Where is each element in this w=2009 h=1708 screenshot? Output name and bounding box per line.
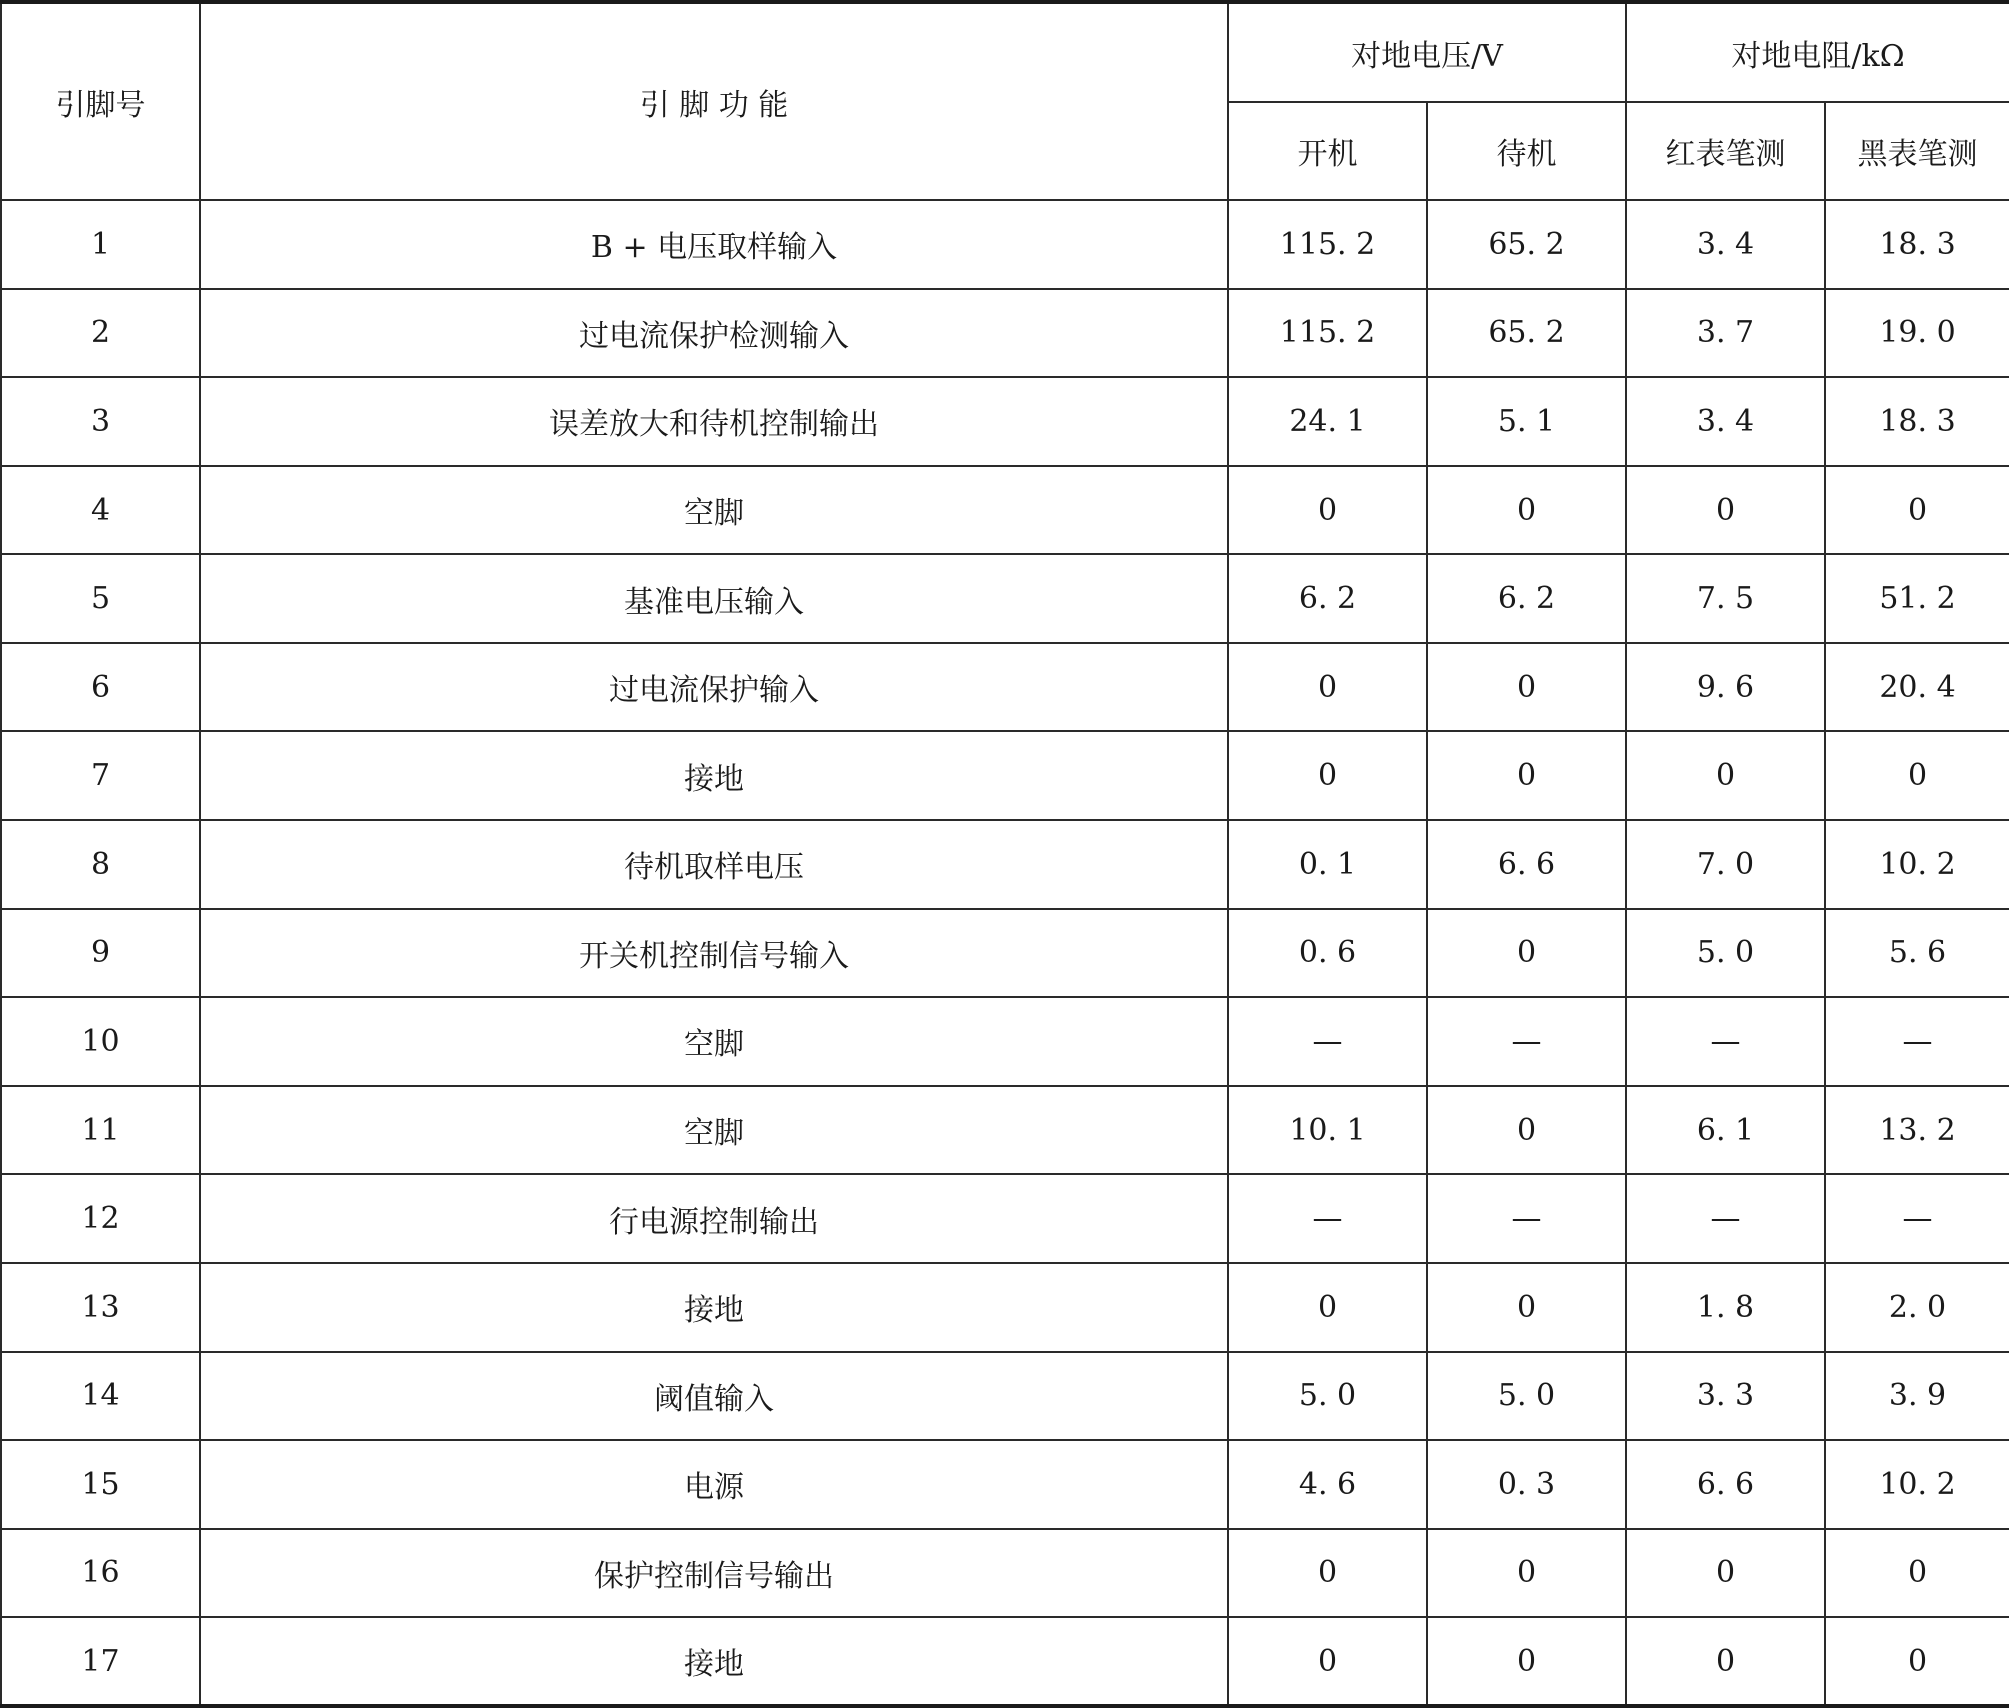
cell-voltage-on: 0 [1228, 643, 1427, 732]
cell-pin-function: 空脚 [200, 1086, 1228, 1175]
table-row [1, 289, 2009, 378]
cell-voltage-on: 115. 2 [1228, 289, 1427, 378]
cell-voltage-standby: — [1427, 997, 1626, 1086]
cell-pin-number: 1 [1, 200, 200, 289]
cell-voltage-standby: 0 [1427, 643, 1626, 732]
cell-resistance-red: 3. 4 [1626, 200, 1825, 289]
cell-voltage-standby: 65. 2 [1427, 200, 1626, 289]
table-row [1, 466, 2009, 555]
cell-pin-function: 接地 [200, 731, 1228, 820]
cell-voltage-standby: 5. 0 [1427, 1352, 1626, 1441]
cell-resistance-red: 6. 6 [1626, 1440, 1825, 1529]
cell-resistance-red: — [1626, 997, 1825, 1086]
header-resistance-red: 红表笔测 [1626, 102, 1825, 200]
cell-voltage-on: — [1228, 997, 1427, 1086]
cell-pin-function: 过电流保护检测输入 [200, 289, 1228, 378]
cell-resistance-black: 0 [1825, 1617, 2009, 1706]
cell-pin-number: 8 [1, 820, 200, 909]
cell-pin-number: 9 [1, 909, 200, 998]
cell-pin-number: 11 [1, 1086, 200, 1175]
table-row [1, 1352, 2009, 1441]
cell-resistance-red: — [1626, 1174, 1825, 1263]
header-row-1 [1, 2, 2009, 102]
table-row [1, 377, 2009, 466]
header-resistance-black: 黑表笔测 [1825, 102, 2009, 200]
cell-pin-function: 空脚 [200, 997, 1228, 1086]
cell-voltage-on: 24. 1 [1228, 377, 1427, 466]
cell-resistance-black: 3. 9 [1825, 1352, 2009, 1441]
cell-pin-function: 待机取样电压 [200, 820, 1228, 909]
cell-pin-function: 电源 [200, 1440, 1228, 1529]
header-function: 引 脚 功 能 [200, 2, 1228, 200]
cell-pin-function: 接地 [200, 1617, 1228, 1706]
cell-pin-number: 2 [1, 289, 200, 378]
cell-resistance-red: 0 [1626, 1529, 1825, 1618]
cell-pin-function: 保护控制信号输出 [200, 1529, 1228, 1618]
cell-pin-number: 17 [1, 1617, 200, 1706]
table-row [1, 643, 2009, 732]
cell-pin-number: 12 [1, 1174, 200, 1263]
cell-pin-number: 4 [1, 466, 200, 555]
cell-pin-number: 6 [1, 643, 200, 732]
table-row [1, 200, 2009, 289]
cell-resistance-red: 0 [1626, 731, 1825, 820]
cell-resistance-black: 2. 0 [1825, 1263, 2009, 1352]
cell-voltage-standby: 6. 6 [1427, 820, 1626, 909]
cell-pin-number: 5 [1, 554, 200, 643]
header-pin-no: 引脚号 [1, 2, 200, 200]
cell-resistance-black: 19. 0 [1825, 289, 2009, 378]
cell-pin-number: 3 [1, 377, 200, 466]
cell-voltage-standby: 0 [1427, 1529, 1626, 1618]
header-resistance-group: 对地电阻/kΩ [1626, 2, 2009, 102]
cell-resistance-black: 18. 3 [1825, 200, 2009, 289]
cell-voltage-on: 6. 2 [1228, 554, 1427, 643]
cell-voltage-on: 0 [1228, 466, 1427, 555]
cell-resistance-black: — [1825, 1174, 2009, 1263]
cell-voltage-on: 0. 6 [1228, 909, 1427, 998]
cell-resistance-black: 10. 2 [1825, 1440, 2009, 1529]
cell-voltage-standby: 0 [1427, 466, 1626, 555]
cell-voltage-on: — [1228, 1174, 1427, 1263]
cell-voltage-on: 0. 1 [1228, 820, 1427, 909]
cell-voltage-on: 0 [1228, 1617, 1427, 1706]
cell-pin-function: B + 电压取样输入 [200, 200, 1228, 289]
cell-pin-function: 空脚 [200, 466, 1228, 555]
cell-voltage-on: 0 [1228, 1529, 1427, 1618]
table-row [1, 1440, 2009, 1529]
cell-resistance-black: 51. 2 [1825, 554, 2009, 643]
table-row [1, 1174, 2009, 1263]
cell-resistance-black: 0 [1825, 731, 2009, 820]
cell-voltage-standby: 5. 1 [1427, 377, 1626, 466]
cell-pin-function: 阈值输入 [200, 1352, 1228, 1441]
table-row [1, 554, 2009, 643]
header-voltage-group: 对地电压/V [1228, 2, 1626, 102]
cell-pin-number: 7 [1, 731, 200, 820]
cell-resistance-red: 9. 6 [1626, 643, 1825, 732]
cell-pin-function: 过电流保护输入 [200, 643, 1228, 732]
cell-resistance-black: 0 [1825, 1529, 2009, 1618]
table-row [1, 997, 2009, 1086]
cell-voltage-standby: 65. 2 [1427, 289, 1626, 378]
cell-voltage-standby: 0 [1427, 1086, 1626, 1175]
cell-resistance-red: 1. 8 [1626, 1263, 1825, 1352]
cell-resistance-black: 5. 6 [1825, 909, 2009, 998]
cell-voltage-standby: 6. 2 [1427, 554, 1626, 643]
cell-resistance-red: 3. 4 [1626, 377, 1825, 466]
cell-voltage-on: 115. 2 [1228, 200, 1427, 289]
table-row [1, 1529, 2009, 1618]
cell-pin-number: 14 [1, 1352, 200, 1441]
table-row [1, 909, 2009, 998]
cell-pin-function: 误差放大和待机控制输出 [200, 377, 1228, 466]
cell-voltage-standby: — [1427, 1174, 1626, 1263]
table-body [1, 200, 2009, 1706]
cell-voltage-on: 0 [1228, 731, 1427, 820]
cell-pin-function: 开关机控制信号输入 [200, 909, 1228, 998]
cell-voltage-on: 4. 6 [1228, 1440, 1427, 1529]
cell-pin-function: 行电源控制输出 [200, 1174, 1228, 1263]
cell-voltage-standby: 0 [1427, 909, 1626, 998]
cell-resistance-red: 7. 0 [1626, 820, 1825, 909]
cell-resistance-red: 0 [1626, 466, 1825, 555]
cell-voltage-on: 0 [1228, 1263, 1427, 1352]
cell-resistance-black: 20. 4 [1825, 643, 2009, 732]
header-voltage-standby: 待机 [1427, 102, 1626, 200]
cell-voltage-standby: 0 [1427, 1263, 1626, 1352]
cell-resistance-red: 5. 0 [1626, 909, 1825, 998]
cell-pin-number: 13 [1, 1263, 200, 1352]
cell-resistance-black: 10. 2 [1825, 820, 2009, 909]
cell-voltage-standby: 0 [1427, 731, 1626, 820]
cell-resistance-black: 0 [1825, 466, 2009, 555]
cell-resistance-red: 3. 7 [1626, 289, 1825, 378]
cell-resistance-red: 0 [1626, 1617, 1825, 1706]
cell-pin-number: 15 [1, 1440, 200, 1529]
cell-pin-function: 基准电压输入 [200, 554, 1228, 643]
cell-resistance-black: 18. 3 [1825, 377, 2009, 466]
cell-pin-number: 10 [1, 997, 200, 1086]
cell-voltage-standby: 0 [1427, 1617, 1626, 1706]
table-row [1, 820, 2009, 909]
cell-resistance-red: 7. 5 [1626, 554, 1825, 643]
table-row [1, 1263, 2009, 1352]
cell-resistance-black: — [1825, 997, 2009, 1086]
cell-resistance-red: 6. 1 [1626, 1086, 1825, 1175]
table-row [1, 731, 2009, 820]
table-row [1, 1617, 2009, 1706]
cell-voltage-standby: 0. 3 [1427, 1440, 1626, 1529]
header-voltage-on: 开机 [1228, 102, 1427, 200]
cell-resistance-black: 13. 2 [1825, 1086, 2009, 1175]
table-row [1, 1086, 2009, 1175]
cell-voltage-on: 10. 1 [1228, 1086, 1427, 1175]
cell-pin-function: 接地 [200, 1263, 1228, 1352]
cell-pin-number: 16 [1, 1529, 200, 1618]
cell-voltage-on: 5. 0 [1228, 1352, 1427, 1441]
cell-resistance-red: 3. 3 [1626, 1352, 1825, 1441]
